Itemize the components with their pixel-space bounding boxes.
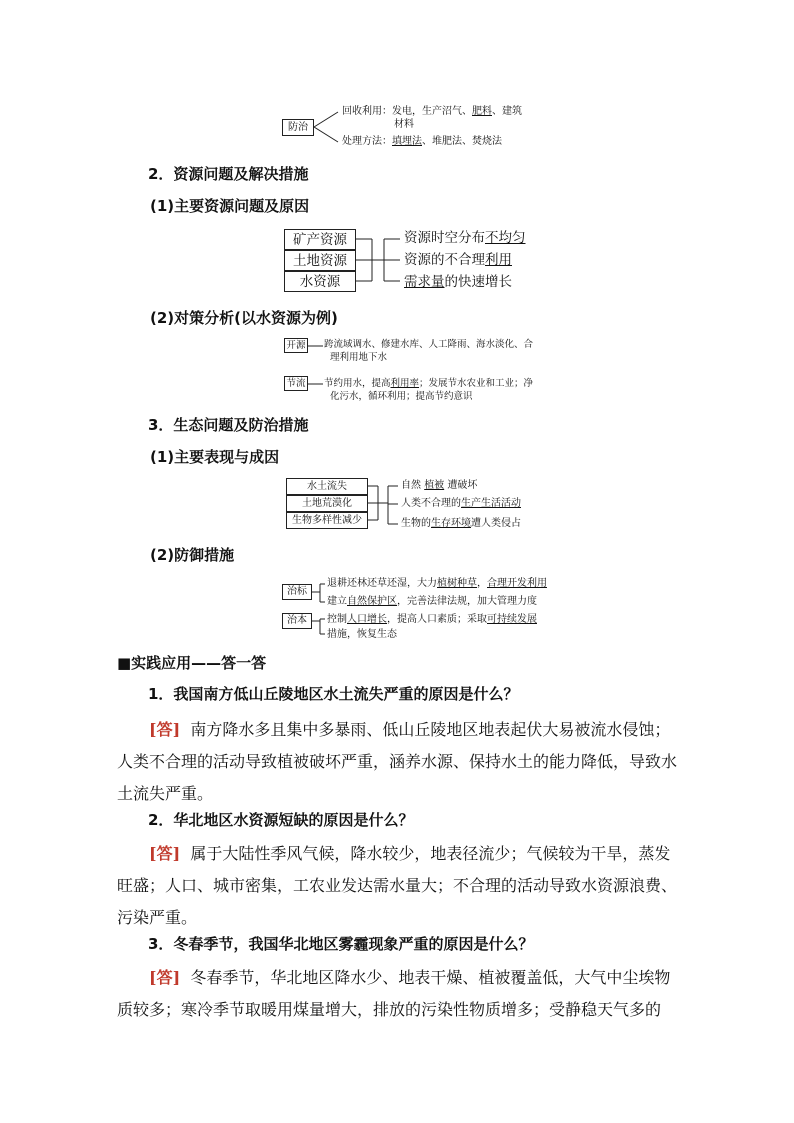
measure-save-text-1: 节约用水，提高利用率；发展节水农业和工业；净 bbox=[324, 378, 534, 389]
cause-demand: 需求量的快速增长 bbox=[404, 274, 512, 290]
subheading-prevention: (2)防御措施 bbox=[150, 546, 235, 564]
root-line-1: 控制人口增长，提高人口素质；采取可持续发展 bbox=[327, 614, 537, 625]
branch-recycling: 回收利用：发电，生产沼气、肥料、建筑 bbox=[342, 106, 522, 117]
answer-1: [答] 南方降水多且集中多暴雨、低山丘陵地区地表起伏大易被流水侵蚀；人类不合理的活动导致植被破坏严重，涵养水源、保持水土的能力降低，导致水土流失严重。 bbox=[117, 720, 678, 803]
subheading-countermeasures: (2)对策分析(以水资源为例) bbox=[150, 309, 338, 327]
answer-tag: [答] bbox=[149, 968, 181, 987]
question-3: 3．冬春季节，我国华北地区雾霾现象严重的原因是什么？ bbox=[148, 935, 534, 953]
practice-heading: ■实践应用——答一答 bbox=[117, 654, 267, 672]
box-root-treatment: 治本 bbox=[282, 613, 312, 629]
diagram-root-box: 防治 bbox=[282, 119, 314, 136]
eco-box-desertification: 土地荒漠化 bbox=[286, 495, 368, 512]
subheading-resource-problems: (1)主要资源问题及原因 bbox=[150, 197, 310, 215]
measure-save-text-2: 化污水，循环利用；提高节约意识 bbox=[330, 391, 473, 402]
resource-box-land: 土地资源 bbox=[284, 250, 356, 271]
answer-tag: [答] bbox=[149, 844, 181, 863]
answer-tag: [答] bbox=[149, 720, 181, 739]
measure-open-text-2: 理利用地下水 bbox=[330, 352, 388, 363]
eco-box-biodiversity: 生物多样性减少 bbox=[286, 512, 368, 529]
cause-misuse: 资源的不合理利用 bbox=[404, 252, 512, 268]
eco-box-erosion: 水土流失 bbox=[286, 478, 368, 495]
question-2: 2．华北地区水资源短缺的原因是什么？ bbox=[148, 811, 414, 829]
measure-open-text-1: 跨流域调水、修建水库、人工降雨、海水淡化、合 bbox=[324, 339, 534, 350]
cause-uneven: 资源时空分布不均匀 bbox=[404, 230, 526, 246]
section-heading-resources: 2．资源问题及解决措施 bbox=[148, 165, 309, 183]
symptom-line-1: 退耕还林还草还湿，大力植树种草，合理开发利用 bbox=[327, 578, 547, 589]
eco-cause-human: 人类不合理的生产生活活动 bbox=[401, 498, 521, 509]
eco-cause-vegetation: 自然 植被 遭破坏 bbox=[401, 480, 478, 491]
answer-2: [答] 属于大陆性季风气候，降水较少，地表径流少；气候较为干旱，蒸发旺盛；人口、城市密集，工农业发达需水量大；不合理的活动导致水资源浪费、污染严重。 bbox=[117, 844, 678, 927]
section-heading-ecology: 3．生态问题及防治措施 bbox=[148, 416, 309, 434]
subheading-manifestations: (1)主要表现与成因 bbox=[150, 448, 280, 466]
eco-cause-habitat: 生物的生存环境遭人类侵占 bbox=[401, 518, 521, 529]
question-1: 1．我国南方低山丘陵地区水土流失严重的原因是什么？ bbox=[148, 685, 519, 703]
answer-3: [答] 冬春季节，华北地区降水少、地表干燥、植被覆盖低，大气中尘埃物质较多；寒冷季节取暖用煤量增大，排放的污染性物质增多；受静稳天气多的 bbox=[117, 968, 671, 1019]
branch-recycling-cont: 材料 bbox=[394, 119, 414, 130]
box-open-source: 开源 bbox=[284, 338, 308, 353]
box-symptom-treatment: 治标 bbox=[282, 584, 312, 600]
box-save-water: 节流 bbox=[284, 376, 308, 391]
branch-disposal: 处理方法：填埋法、堆肥法、焚烧法 bbox=[342, 136, 502, 147]
resource-box-mineral: 矿产资源 bbox=[284, 229, 356, 250]
symptom-line-2: 建立自然保护区，完善法律法规，加大管理力度 bbox=[327, 596, 537, 607]
resource-box-water: 水资源 bbox=[284, 271, 356, 292]
root-line-2: 措施，恢复生态 bbox=[327, 629, 397, 640]
